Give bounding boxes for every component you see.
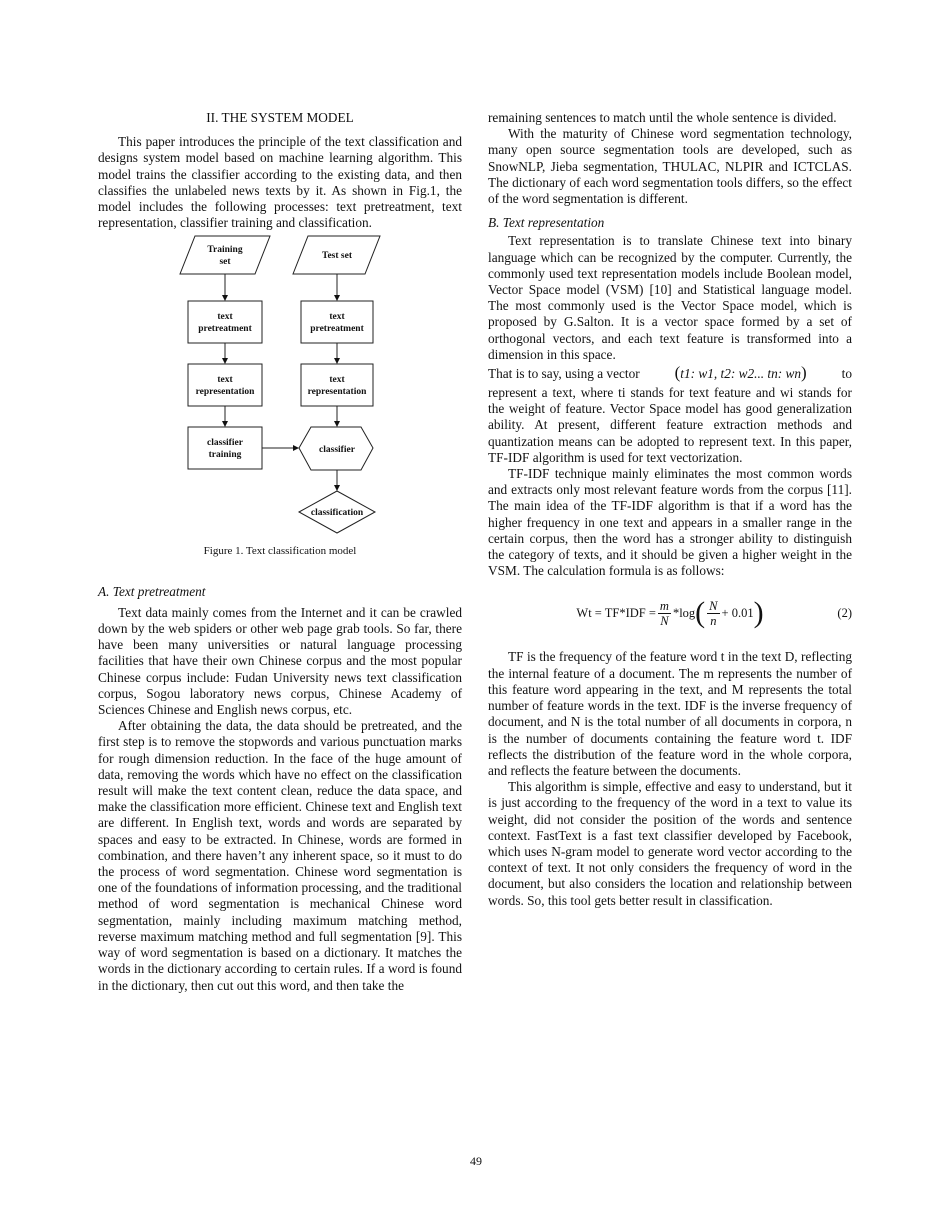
numerator: m xyxy=(659,598,669,613)
vector-line-text: to xyxy=(841,365,852,381)
vector-line xyxy=(488,363,852,385)
training-set-label: Training xyxy=(207,245,243,256)
paragraph: With the maturity of Chinese word segmentation technology, many open source segmentation tools are developed, such as SnowNLP, Jieba segmentation, THULAC, NLPIR and ICTCLAS. The dictionary of each word segmentation tools differs, so the effect of the word segmentation is different. xyxy=(488,126,852,207)
subsection-b-heading: B. Text representation xyxy=(488,215,605,231)
classification-label: classification xyxy=(310,508,364,519)
representation-label-2: representation xyxy=(195,387,255,398)
classifier-label: classifier xyxy=(319,445,355,456)
formula-lhs: Wt = TF*IDF = xyxy=(576,606,656,621)
paragraph: Text representation is to translate Chinese text into binary language which can be recognized by the computer. Currently, the commonly used text representation models include Boolean model, Vector Space model (VSM) [10] and Statistical language model. The most commonly used is the Vector Space model, which is proposed by G.Salton. It is a vector space formed by a set of orthogonal vectors, and each text feature is transformed into a dimension in this space. xyxy=(488,233,852,362)
representation-box-left xyxy=(188,364,262,406)
denominator: N xyxy=(660,613,669,628)
fraction-m-over-N xyxy=(658,599,671,628)
page-number: 49 xyxy=(470,1154,482,1168)
vector-expression-text: t1: w1, t2: w2... tn: wn xyxy=(680,366,802,382)
vector-expression: (t1: w1, t2: w2... tn: wn) xyxy=(674,363,807,383)
pretreatment-label: text xyxy=(217,312,233,323)
intro-paragraph: This paper introduces the principle of the text classification and designs system model based on machine learning algorithm. This model trains the classifier according to the existing data, and then classifies the unlabeled news texts by it. As shown in Fig.1, the model includes the following processes: text pretreatment, text representation, classifier training and classification. xyxy=(98,134,462,231)
classifier-training-label-2: training xyxy=(208,450,242,461)
subsection-a-heading: A. Text pretreatment xyxy=(98,583,206,599)
pretreatment-box-right xyxy=(301,301,373,343)
classifier-training-label: classifier xyxy=(207,438,243,449)
paragraph: TF-IDF technique mainly eliminates the most common words and extracts only most relevant feature words from the corpus [11]. The main idea of the TF-IDF algorithm is that if a word has the higher frequency in one text and appears in a smaller range in the certain corpus, then the word has a stronger ability to distinguish the category of texts, and it should be given a higher weight in the VSM. The calculation formula is as follows: xyxy=(488,466,852,579)
formula-log: *log xyxy=(672,606,696,621)
formula-tail: + 0.01 xyxy=(721,606,754,621)
representation-label: text xyxy=(217,375,233,386)
left-column xyxy=(98,110,462,994)
right-column xyxy=(488,110,852,909)
fraction-N-over-n xyxy=(707,599,719,628)
paragraph: Text data mainly comes from the Internet and it can be crawled down by the web spiders or other web page grab tools. So far, there have been many universities or natural language processing facilities that have their own Chinese corpus and the most popular Chinese corpus include: Fudan University news text classification corpus, Sogou laboratory news corpus, Chinese Academy of Sciences Chinese and English news corpus, etc. xyxy=(98,604,462,718)
pretreatment-label-2: pretreatment xyxy=(310,324,364,335)
pretreatment-box-left xyxy=(188,301,262,343)
paragraph: After obtaining the data, the data should be pretreated, and the first step is to remove the stopwords and various punctuation marks for rough dimension reduction. In the face of the huge amount of data, removing the words which have no effect on the classification result will make the text content clean, reduce the data space, and make the classification more efficient. Chinese text and English text are different. In English text, words and words are separated by spaces and easy to be extracted. In Chinese, words are formed in combination, and there haven’t any inherent space, so it must to do the process of word segmentation. Chinese word segmentation is one of the foundations of information processing, and the traditional method of word segmentation is mechanical Chinese word segmentation, mainly including maximum matching method, reverse maximum matching method and full segmentation [9]. This way of word segmentation is based on a dictionary. It matches the words in the dictionary according to certain rules. If a word is found in the dictionary, then cut out this word, and then take the xyxy=(98,718,462,993)
test-set-label: Test set xyxy=(322,251,352,262)
representation-label-2: representation xyxy=(307,387,367,398)
numerator: N xyxy=(709,598,718,613)
representation-box-right xyxy=(301,364,373,406)
vector-line-text: That is to say, using a vector xyxy=(488,365,640,381)
training-set-shape xyxy=(180,236,270,274)
paragraph: remaining sentences to match until the whole sentence is divided. xyxy=(488,110,837,125)
representation-label: text xyxy=(329,375,345,386)
pretreatment-label: text xyxy=(329,312,345,323)
pretreatment-label-2: pretreatment xyxy=(198,324,252,335)
figure-caption: Figure 1. Text classification model xyxy=(203,545,357,558)
paragraph: This algorithm is simple, effective and easy to understand, but it is just according to the frequency of the word in a text to value its weight, did not consider the position of the words and sentence context. FastText is a fast text classifier developed by Facebook, which uses N-gram model to generate word vector according to the context of text. It not only considers the frequency of word in the document, but also considers the location and relationship between words. So, this tool gets better result in classification. xyxy=(488,779,852,908)
equation-number: (2) xyxy=(837,606,852,621)
training-set-label-2: set xyxy=(219,257,231,268)
tfidf-formula: Wt = TF*IDF = $\frac{m}{N}$ *log ( $\frac{N}{n}$ + 0.01 ) (2) xyxy=(576,596,852,630)
paragraph: represent a text, where ti stands for text feature and wi stands for the weight of feature. Vector Space model has good generalization ability. At present, different feature extraction methods and quantization means can be adopted to represent text. In this paper, TF-IDF algorithm is used for text vectorization. xyxy=(488,385,852,465)
denominator: n xyxy=(710,613,717,628)
classifier-training-box xyxy=(188,427,262,469)
figure-1-flowchart xyxy=(98,231,462,536)
paragraph: TF is the frequency of the feature word t in the text D, reflecting the internal feature of a document. The m represents the number of this feature word appearing in the text, and M represents the total number of feature words in the text. IDF is the inverse frequency of document, and N is the total number of all documents in corpora, n is the number of documents containing the feature word t. IDF reflects the distribution of the feature word in the whole corpora, and reflects the feature between the documents. xyxy=(488,649,852,778)
section-heading: II. THE SYSTEM MODEL xyxy=(206,110,354,125)
